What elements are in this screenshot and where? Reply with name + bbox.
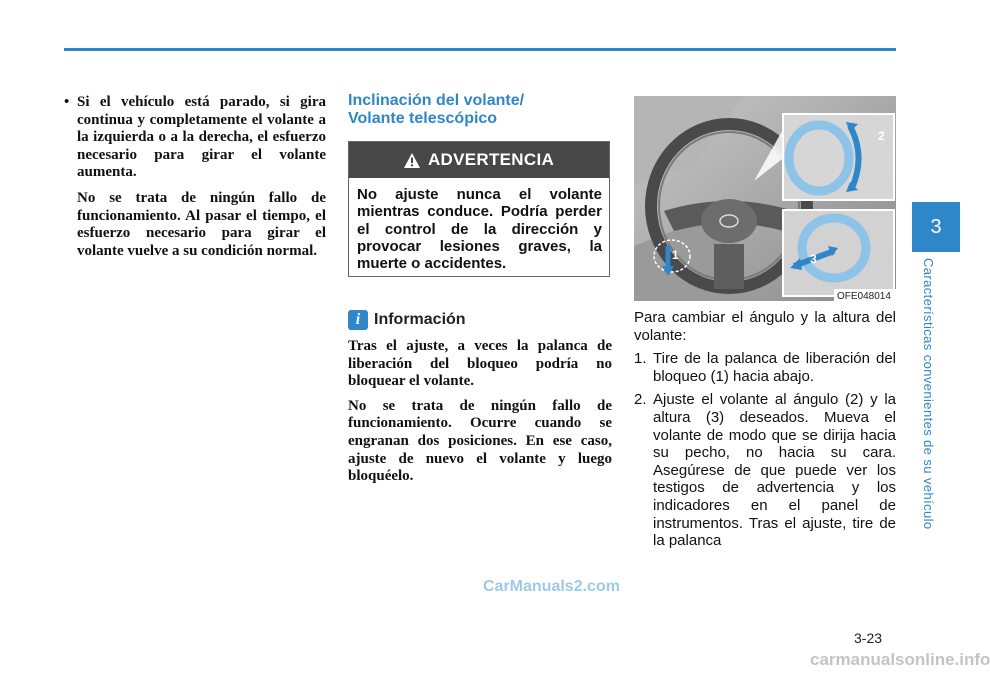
bullet-paragraph: Si el vehículo está parado, si gira continua y completamente el volante a la izquierda o a la derecha, el esfuerzo necesario para girar el volante aumenta. — [77, 94, 326, 181]
step-number: 2. — [634, 391, 647, 409]
bullet-dot: • — [64, 94, 70, 110]
step-number: 1. — [634, 350, 647, 368]
bullet-item — [64, 94, 326, 182]
info-paragraph-2: No se trata de ningún fallo de funcionamiento. Ocurre cuando se engranan dos posiciones. En ese caso, ajuste de nuevo el volante y luego bloquéelo. — [348, 397, 612, 485]
section-title-line2: Volante telescópico — [348, 110, 498, 127]
steering-wheel-figure — [634, 96, 896, 301]
info-paragraph-1: Tras el ajuste, a veces la palanca de liberación del bloqueo podría no bloquear el volante. — [348, 338, 612, 390]
figure-code: OFE048014 — [837, 291, 891, 302]
info-title: Información — [374, 311, 466, 328]
steering-wheel-illustration — [634, 96, 896, 301]
bullet-note: No se trata de ningún fallo de funcionamiento. Al pasar el tiempo, el esfuerzo necesario para girar el volante vuelve a su condición normal. — [77, 189, 326, 259]
callout-2: 2 — [878, 129, 885, 143]
watermark-bottom: carmanualsonline.info — [810, 650, 990, 669]
column-3 — [634, 309, 896, 556]
chapter-tab: 3 — [912, 202, 960, 252]
warning-text: No ajuste nunca el volante mientras conduce. Podría perder el control de la dirección y provocar lesiones graves, la muerte o accidentes. — [357, 186, 602, 273]
instructions-intro: Para cambiar el ángulo y la altura del volante: — [634, 309, 896, 344]
warning-title: ADVERTENCIA — [427, 150, 555, 169]
callout-1: 1 — [672, 248, 679, 262]
step-text: Ajuste el volante al ángulo (2) y la altura (3) deseados. Mueva el volante de modo que se dirija hacia su pecho, no hacia su cara. Asegúrese de que puede ver los testigos de advertencia y los indicadores en el panel de instrumentos. Tras el ajuste, tire de la palanca — [653, 391, 896, 550]
info-heading — [348, 310, 466, 330]
step-item — [634, 391, 896, 549]
step-item — [634, 350, 896, 385]
step-text: Tire de la palanca de liberación del bloqueo (1) hacia abajo. — [653, 350, 896, 385]
section-title-line1: Inclinación del volante/ — [348, 92, 525, 109]
warning-header — [349, 142, 609, 178]
info-text — [348, 338, 612, 493]
watermark-top: CarManuals2.com — [483, 578, 620, 595]
section-heading — [348, 92, 610, 128]
callout-3: 3 — [810, 252, 817, 266]
warning-triangle-icon — [404, 153, 420, 168]
chapter-title: Características convenientes de su vehículo — [921, 258, 936, 530]
column-1 — [64, 94, 326, 260]
page-number: 3-23 — [854, 630, 883, 646]
info-icon: i — [348, 310, 368, 330]
top-rule — [64, 48, 896, 51]
warning-box — [348, 141, 610, 277]
